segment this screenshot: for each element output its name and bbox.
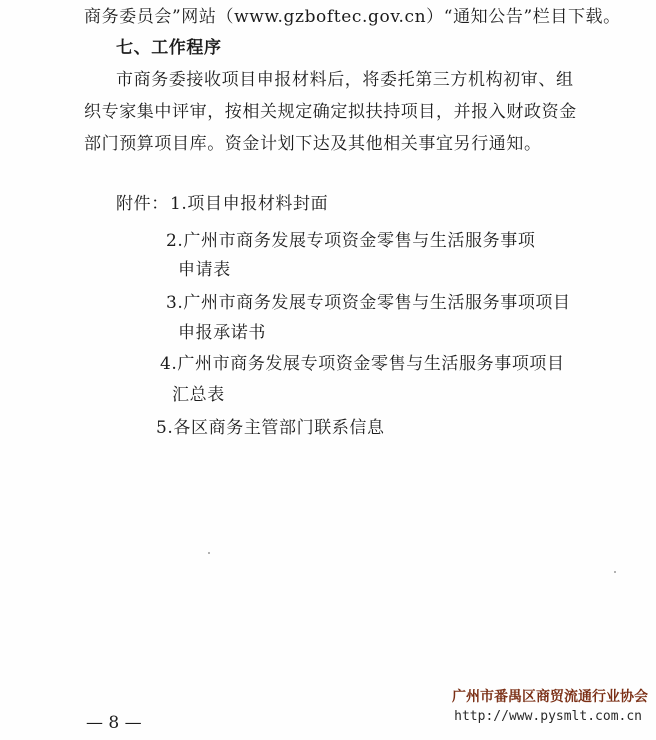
attachment-item-5: 5.各区商务主管部门联系信息 — [156, 418, 385, 438]
attachment-item-2-cont: 申请表 — [178, 260, 231, 280]
footer-url[interactable]: http://www.pysmlt.com.cn — [454, 709, 642, 724]
attachment-item-4-cont: 汇总表 — [172, 385, 225, 405]
page-number: — 8 — — [86, 713, 142, 733]
attachment-item-4: 4.广州市商务发展专项资金零售与生活服务事项项目 — [160, 354, 565, 374]
attachment-item-2: 2.广州市商务发展专项资金零售与生活服务事项 — [166, 231, 536, 251]
attachments-label: 附件： — [116, 194, 169, 214]
attachment-item-3-cont: 申报承诺书 — [178, 323, 266, 343]
attachment-item-3: 3.广州市商务发展专项资金零售与生活服务事项项目 — [166, 293, 571, 313]
paragraph-line-1: 市商务委接收项目申报材料后，将委托第三方机构初审、组 — [116, 70, 574, 90]
scan-speck — [208, 552, 210, 554]
paragraph-line-3: 部门预算项目库。资金计划下达及其他相关事宜另行通知。 — [84, 134, 542, 154]
scan-speck — [614, 571, 616, 573]
attachment-item-1: 1.项目申报材料封面 — [170, 194, 329, 214]
footer-organization-name: 广州市番禺区商贸流通行业协会 — [452, 689, 648, 705]
body-line-1: 商务委员会”网站（www.gzboftec.gov.cn）“通知公告”栏目下载。 — [84, 7, 621, 27]
paragraph-line-2: 织专家集中评审，按相关规定确定拟扶持项目，并报入财政资金 — [84, 102, 577, 122]
section-heading: 七、工作程序 — [116, 38, 222, 58]
